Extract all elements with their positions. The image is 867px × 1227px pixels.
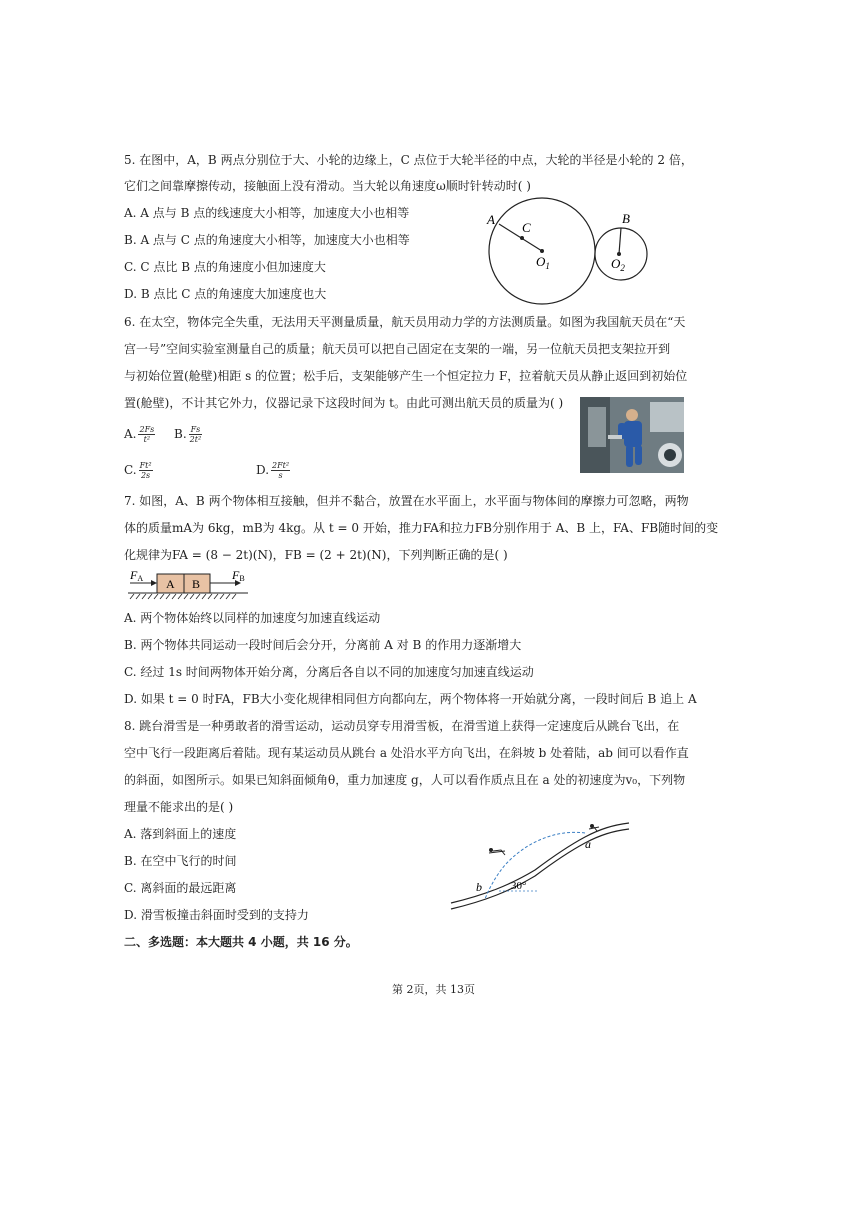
angle-label: 30° <box>511 880 527 892</box>
q8-ski-jump-figure <box>445 815 635 915</box>
force-a-label: FA <box>130 568 144 583</box>
q5-option-c: C. C 点比 B 点的角速度小但加速度大 <box>124 260 326 274</box>
label-c: C <box>522 220 531 235</box>
q6-option-c: C. $\frac{\text{Ft²}}{2s}$ <box>124 461 152 480</box>
q7-option-d: D. 如果 t = 0 时FA，FB大小变化规律相同但方向都向左，两个物体将一开始就分离，一段时间后 B 追上 A <box>124 692 697 706</box>
page-footer: 第 2页，共 13页 <box>392 983 475 996</box>
q8-option-b: B. 在空中飞行的时间 <box>124 854 237 868</box>
q6-stem-line2: 宫一号”空间实验室测量自己的质量；航天员可以把自己固定在支架的一端，另一位航天员把支架拉开到 <box>124 342 671 356</box>
q8-stem-line1: 8. 跳台滑雪是一种勇敢者的滑雪运动，运动员穿专用滑雪板，在滑雪道上获得一定速度后从跳台飞出，在 <box>124 719 680 733</box>
q6-option-a: A. $\frac{2Fs}{\text{t²}}$ <box>124 425 155 444</box>
q6-option-d: D. $\frac{\text{2Ft²}}{s}$ <box>256 461 290 480</box>
block-a-label: A <box>166 577 175 591</box>
force-b-label: FB <box>232 568 245 583</box>
q8-option-a: A. 落到斜面上的速度 <box>124 827 237 841</box>
q6-option-b: B. $\frac{Fs}{\text{2t²}}$ <box>174 425 202 444</box>
q5-option-d: D. B 点比 C 点的角速度大加速度也大 <box>124 287 327 301</box>
small-wheel-radius <box>619 228 621 254</box>
label-a: a <box>585 837 591 851</box>
q5-option-a: A. A 点与 B 点的线速度大小相等，加速度大小也相等 <box>124 206 410 220</box>
q7-stem-line1: 7. 如图，A、B 两个物体相互接触，但并不黏合，放置在水平面上，水平面与物体间的摩擦力可忽略，两物 <box>124 494 689 508</box>
astronaut-photo <box>580 397 684 473</box>
label-b: B <box>622 211 630 226</box>
label-o2: $O_2$ <box>611 256 625 273</box>
q7-option-c: C. 经过 1s 时间两物体开始分离，分离后各自以不同的加速度匀加速直线运动 <box>124 665 534 679</box>
label-o1: $O_1$ <box>536 254 550 271</box>
label-b: b <box>476 880 482 894</box>
q6-stem-line4: 置(舱壁)，不计其它外力，仪器记录下这段时间为 t。由此可测出航天员的质量为( ) <box>124 396 564 410</box>
q6-stem-line1: 6. 在太空，物体完全失重，无法用天平测量质量，航天员用动力学的方法测质量。如图为我国航天员在“天 <box>124 315 686 329</box>
q8-stem-line4: 理量不能求出的是( ) <box>124 800 234 814</box>
skier-top-icon <box>589 825 599 832</box>
q5-wheels-figure <box>478 195 678 307</box>
q5-stem-line2: 它们之间靠摩擦传动，接触面上没有滑动。当大轮以角速度ω顺时针转动时( ) <box>124 179 531 193</box>
q7-stem-line3: 化规律为FA = (8 − 2t)(N)，FB = (2 + 2t)(N)，下列判断正确的是( ) <box>124 548 508 562</box>
q7-option-b: B. 两个物体共同运动一段时间后会分开，分离前 A 对 B 的作用力逐渐增大 <box>124 638 522 652</box>
q7-blocks-figure <box>124 566 254 606</box>
q5-option-b: B. A 点与 C 点的角速度大小相等，加速度大小也相等 <box>124 233 410 247</box>
trajectory <box>485 832 585 899</box>
point-o1-dot <box>540 249 544 253</box>
slope-lower-edge <box>451 829 629 909</box>
q6-stem-line3: 与初始位置(舱壁)相距 s 的位置；松手后，支架能够产生一个恒定拉力 F，拉着航天员从静止返回到初始位 <box>124 369 688 383</box>
q7-stem-line2: 体的质量mA为 6kg，mB为 4kg。从 t = 0 开始，推力FA和拉力FB分别作用于 A、B 上，FA、FB随时间的变 <box>124 521 719 535</box>
skier-mid-icon <box>489 849 505 856</box>
q5-stem-line1: 5. 在图中，A，B 两点分别位于大、小轮的边缘上，C 点位于大轮半径的中点，大轮的半径是小轮的 2 倍， <box>124 153 693 167</box>
label-a: A <box>487 212 495 227</box>
q8-stem-line2: 空中飞行一段距离后着陆。现有某运动员从跳台 a 处沿水平方向飞出，在斜坡 b 处着陆，ab 间可以看作直 <box>124 746 689 760</box>
q8-option-c: C. 离斜面的最远距离 <box>124 881 237 895</box>
section-2-heading: 二、多选题：本大题共 4 小题，共 16 分。 <box>124 935 358 949</box>
q7-option-a: A. 两个物体始终以同样的加速度匀加速直线运动 <box>124 611 381 625</box>
q8-stem-line3: 的斜面，如图所示。如果已知斜面倾角θ，重力加速度 g，人可以看作质点且在 a 处的初速度为v₀，下列物 <box>124 773 686 787</box>
block-b-label: B <box>192 577 201 591</box>
q8-option-d: D. 滑雪板撞击斜面时受到的支持力 <box>124 908 309 922</box>
point-c-dot <box>520 236 524 240</box>
